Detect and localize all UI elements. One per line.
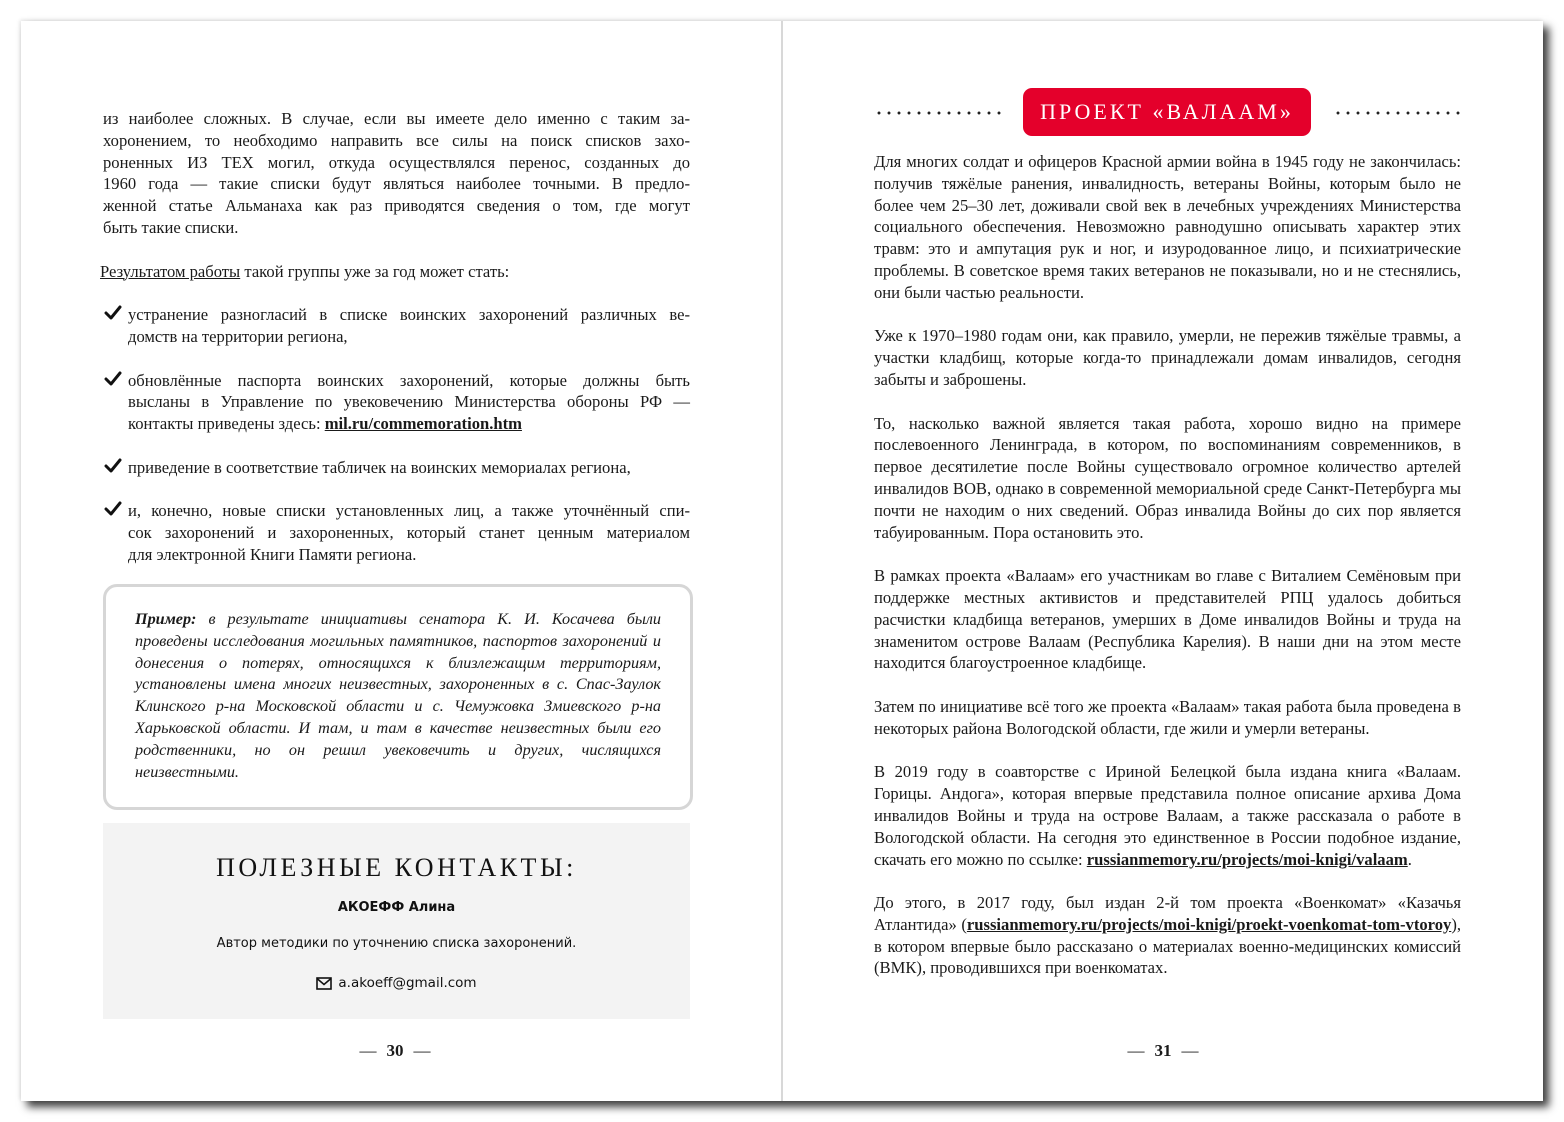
text-line: приведение в соответствие табличек на воинских мемориалах региона,	[128, 457, 631, 477]
text-line: для электронной Книги Памяти региона.	[128, 544, 417, 564]
text-line: из наиболее сложных. В случае, если вы имеете дело именно с таким за-	[103, 109, 690, 128]
page-number: 30	[386, 1041, 404, 1060]
example-text	[135, 609, 661, 783]
valaam-book-link[interactable]: russianmemory.ru/projects/moi-knigi/valaam	[1086, 849, 1408, 869]
text-line: 1960 года — такие списки будут являться наиболее точными. В предло-	[103, 174, 690, 194]
dash: —	[1127, 1041, 1145, 1060]
page-number: 31	[1154, 1041, 1172, 1060]
contact-role: Автор методики по уточнению списка захоронений.	[216, 936, 577, 951]
text-line: домств на территории региона,	[128, 326, 348, 346]
dash: —	[413, 1041, 431, 1060]
useful-contacts-panel	[103, 823, 690, 1019]
checklist-item	[103, 370, 690, 435]
example-label: Пример:	[135, 610, 197, 628]
results-lead-text: такой группы уже за год может стать:	[240, 261, 510, 281]
text-line: роненных ИЗ ТЕХ могил, откуда осуществлялся перенос, созданных до	[103, 152, 690, 172]
text-line: высланы в Управление по увековечению Министерства обороны РФ —	[128, 392, 690, 412]
contact-name: АКОЕФФ Алина	[337, 900, 456, 915]
paragraph-2017	[874, 892, 1461, 979]
section-header	[874, 88, 1463, 134]
text-line: быть такие списки.	[103, 217, 239, 237]
text-line: женной статье Альманаха как раз приводятся сведения о том, где могут	[103, 196, 690, 216]
intro-paragraph	[103, 108, 690, 239]
results-lead-underlined: Результатом работы	[100, 261, 241, 281]
text-segment: .	[1407, 849, 1412, 869]
checkmark-icon	[104, 304, 122, 322]
checkmark-icon	[104, 500, 122, 518]
checklist-item	[103, 304, 690, 348]
section-title-badge: ПРОЕКТ «ВАЛААМ»	[1023, 88, 1311, 136]
example-body: в результате инициативы сенатора К. И. Косачева были проведены исследования могильных памятников, паспортов захоронений и донесения о потерях, относящихся к близлежащим территориям, установлены имена многих неизвестных, захороненных в с. Спас-Заулок Клинского р-на Московской области и с. Чемужовка Змиевского р-на Харьковской области. И там, и там в качестве неизвестных были его родственники, но он решил увековечить и других, числящихся неизвестными.	[135, 610, 661, 781]
checkmark-icon	[104, 457, 122, 475]
text-segment: До этого, в 2017 году, был издан 2-й том проекта «Военкомат» «Казачья Атлантида» (	[874, 893, 1461, 934]
right-page	[783, 21, 1543, 1101]
dash: —	[1181, 1041, 1199, 1060]
text-segment: В 2019 году в соавторстве с Ириной Белецкой была издана книга «Валаам. Горицы. Андога», которая впервые представила полное описание архива Дома инвалидов Войны и труда на острове Валаам, а также рассказала о работе в Вологодской области. На сегодня это единственное в России подобное издание, скачать его можно по ссылке:	[874, 762, 1461, 869]
text-line: сок захоронений и захороненных, который станет ценным материалом	[128, 523, 690, 543]
paragraph-2019	[874, 761, 1461, 870]
page-number-right	[403, 1041, 1564, 1061]
paragraph: Для многих солдат и офицеров Красной армии война в 1945 году не закончилась: получив тяжёлые ранения, инвалидность, ветераны Войны, которым было не более чем 25–30 лет, доживали свой век в лечебных учреждениях Министерства социального обеспечения. Невозможно равнодушно описывать характер этих травм: это и ампутация рук и ног, и изуродованное лицо, и психиатрические проблемы. В советское время таких ветеранов не показывали, но и не стеснялись, они были частью реальности.	[874, 152, 1461, 302]
text-line: хоронением, то необходимо направить все силы на поиск списков захо-	[103, 130, 690, 150]
text-line: и, конечно, новые списки установленных лиц, а также уточнённый спи-	[128, 501, 690, 521]
results-checklist	[103, 304, 690, 566]
dash: —	[359, 1041, 377, 1060]
paragraph: Затем по инициативе всё того же проекта «Валаам» такая работа была проведена в некоторых района Вологодской области, где жили и умерли ветераны.	[874, 696, 1461, 738]
envelope-icon	[316, 977, 332, 990]
right-page-body	[874, 151, 1461, 979]
example-callout	[103, 584, 693, 810]
text-segment: ), в котором впервые было рассказано о материалах военно-медицинских комиссий (ВМК), проводившихся при военкоматах.	[874, 914, 1461, 978]
results-lead	[100, 261, 690, 283]
text-line	[128, 413, 690, 435]
dotted-rule-right	[1333, 111, 1463, 115]
text-line: обновлённые паспорта воинских захоронений, которые должны быть	[128, 370, 690, 390]
text-segment: контакты приведены здесь:	[128, 414, 325, 434]
checkmark-icon	[104, 370, 122, 388]
left-page-body	[100, 108, 690, 588]
book-spread	[21, 21, 1543, 1101]
voenkomat-book-link[interactable]: russianmemory.ru/projects/moi-knigi/proekt-voenkomat-tom-vtoroy	[966, 914, 1452, 934]
dotted-rule-left	[874, 111, 1004, 115]
paragraph: Уже к 1970–1980 годам они, как правило, умерли, не пережив тяжёлые травмы, а участки кладбищ, которые когда-то принадлежали домам инвалидов, сегодня забыты и заброшены.	[874, 326, 1461, 389]
paragraph: В рамках проекта «Валаам» его участникам во главе с Виталием Семёновым при поддержке местных активистов и представителей РПЦ удалось добиться расчистки кладбища ветеранов, умерших в Доме инвалидов Войны и труда на знаменитом острове Валаам (Республика Карелия). В наши дни на этом месте находится благоустроенное кладбище.	[874, 566, 1461, 673]
text-line: устранение разногласий в списке воинских захоронений различных ве-	[128, 305, 690, 325]
contacts-title: ПОЛЕЗНЫЕ КОНТАКТЫ:	[216, 853, 577, 882]
contact-email[interactable]: a.akoeff@gmail.com	[338, 975, 477, 991]
paragraph: То, насколько важной является такая работа, хорошо видно на примере послевоенного Ленинграда, в котором, по воспоминаниям современников, в первое десятилетие после Войны существовало огромное количество артелей инвалидов ВОВ, однако в современной мемориальной среде Санкт-Петербурга мы почти не находим о них сведений. Образ инвалида Войны до сих пор является табуированным. Пора остановить это.	[874, 413, 1461, 542]
checklist-item	[103, 500, 690, 565]
left-page	[21, 21, 781, 1101]
checklist-item	[103, 457, 690, 479]
contact-email-row[interactable]	[103, 975, 690, 991]
mil-ru-link[interactable]: mil.ru/commemoration.htm	[324, 414, 522, 434]
